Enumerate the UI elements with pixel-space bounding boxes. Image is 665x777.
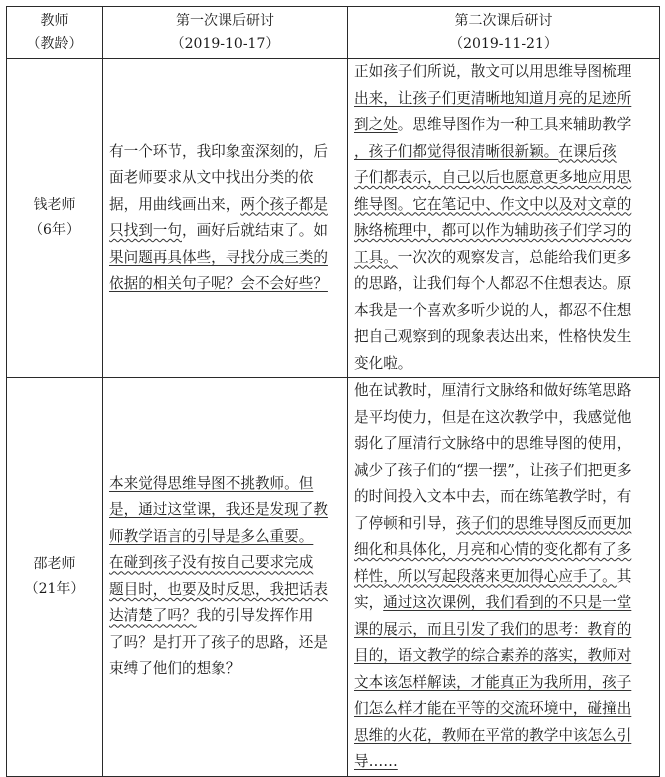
text-line [109, 245, 343, 272]
text-line [109, 218, 343, 245]
wavy-underlined-text: 孩子们的思维导图反而更加 [456, 514, 632, 532]
plain-text: 弱化了厘清行文脉络中的思维导图的使用， [354, 435, 632, 452]
text-line [354, 86, 655, 113]
wavy-underlined-text: 细化和具体化，月亮和心情的变化都有了多 [354, 541, 632, 558]
plain-text: 其 [616, 567, 632, 585]
underlined-text: 课的展示，而且引发了我们的思考：教育的 [354, 620, 632, 638]
text-line [354, 511, 655, 538]
wavy-underlined-text: 脉络梳理中，都可以作为辅助孩子们学习的 [354, 222, 632, 239]
text-line [354, 245, 655, 272]
table-header-row [7, 7, 660, 59]
text-line [109, 497, 343, 524]
plain-text: 。思维导图作为一种工具来辅助教学 [397, 116, 632, 133]
text-line [354, 643, 655, 670]
header-first-cell [103, 7, 348, 59]
second-discussion-cell [348, 378, 660, 777]
header-first-title: 第一次课后研讨 [176, 12, 274, 29]
text-line [354, 378, 655, 405]
first-discussion-text [109, 471, 343, 683]
plain-text: 正如孩子们所说，散文可以用思维导图梳理 [354, 63, 632, 80]
table-row [7, 378, 660, 777]
plain-text: 一次次的观察发言，总能给我们更多 [397, 248, 632, 266]
table-row [7, 59, 660, 378]
wavy-underlined-text: 样性，所以写起段落来更加得心应手了。 [354, 567, 617, 585]
underlined-text: 们怎么样才能在平等的交流环境中，碰撞出 [354, 700, 632, 717]
header-first-date: （2019-10-17） [170, 35, 280, 52]
header-teacher-label: 教师 [40, 12, 69, 29]
plain-text: 据，用曲线画出来， [109, 195, 241, 213]
first-discussion-text [109, 139, 343, 298]
underlined-text: 果问题再具体些，寻找分成三类的 [109, 248, 328, 266]
text-line [354, 298, 655, 325]
text-line [109, 577, 343, 604]
text-line [354, 749, 655, 776]
text-line [354, 218, 655, 245]
text-line [109, 524, 343, 551]
text-line [354, 139, 655, 166]
plain-text: 的时间投入文本中去，而在练笔教学时，有 [354, 488, 632, 505]
teacher-years: （6年） [29, 222, 80, 238]
underlined-text: 师教学语言的引导是多么重要。 [109, 527, 314, 545]
text-line [354, 271, 655, 298]
underlined-text: 是，通过这堂课，我还是发现了教 [109, 501, 328, 519]
wavy-underlined-text: 子们都表示，自己以后也愿意更多地应用思 [354, 169, 632, 186]
plain-text: 变化啦。 [354, 354, 413, 372]
wavy-underlined-text: 题目时，也要及时反思，我把话表 [109, 580, 328, 598]
text-line [354, 617, 655, 644]
research-table [6, 6, 660, 777]
underlined-text: ，孩子们都觉得很清晰很新颖。 [354, 142, 559, 160]
teacher-name: 钱老师 [33, 197, 76, 213]
plain-text: 的思路，让我们每个人都忍不住想表达。原 [354, 275, 632, 292]
header-teacher-sub: （教龄） [26, 35, 83, 52]
text-line [354, 112, 655, 139]
header-teacher-cell [7, 7, 103, 59]
text-line [354, 165, 655, 192]
header-second-cell [348, 7, 660, 59]
teacher-name: 邵老师 [33, 555, 76, 572]
underlined-text: 出来，让孩子们更清晰地知道月亮的足迹所 [354, 89, 632, 107]
text-line [109, 603, 343, 630]
underlined-text: 导…… [354, 753, 398, 770]
plain-text: 面老师要求从文中找出分类的依 [109, 169, 314, 186]
wavy-underlined-text: 在碰到孩子没有按自己要求完成 [109, 554, 314, 572]
plain-text: 有一个环节，我印象蛮深刻的，后 [109, 142, 328, 160]
wavy-underlined-text: 在课后孩 [558, 142, 617, 160]
text-line [109, 656, 343, 683]
wavy-underlined-text: 工具。 [354, 248, 398, 266]
plain-text: 是平均使力，但是在这次教学中，我感觉他 [354, 408, 632, 426]
text-line [354, 351, 655, 378]
text-line [354, 192, 655, 219]
text-line [354, 405, 655, 432]
plain-text: 了吗？是打开了孩子的思路，还是 [109, 633, 328, 651]
text-line [109, 630, 343, 657]
wavy-underlined-text: 达清楚了吗？ [109, 607, 197, 625]
underlined-text: 通过这次课例，我们看到的不只是一堂 [383, 594, 632, 611]
underlined-text: 依据的相关句子呢？会不会好些？ [109, 275, 328, 292]
text-line [354, 431, 655, 458]
plain-text: 实， [354, 594, 384, 611]
plain-text: 了停顿和引导， [354, 514, 457, 532]
first-discussion-cell [103, 378, 348, 777]
text-line [109, 550, 343, 577]
text-line [354, 590, 655, 617]
text-line [354, 59, 655, 86]
text-line [354, 458, 655, 485]
text-line [109, 192, 343, 219]
first-discussion-cell [103, 59, 348, 378]
underlined-text: 文本该怎样解读，才能真正为我所用，孩子 [354, 673, 632, 691]
text-line [354, 324, 655, 351]
second-discussion-text [354, 378, 655, 776]
underlined-text: 到之处 [354, 116, 398, 133]
text-line [354, 484, 655, 511]
plain-text: 他在试教时，厘清行文脉络和做好练笔思路 [354, 382, 632, 399]
teacher-cell [7, 378, 103, 777]
text-line [354, 723, 655, 750]
underlined-text: 目的，语文教学的综合素养的落实，教师对 [354, 647, 632, 664]
plain-text: ，画好后就结束了。如 [181, 222, 328, 239]
header-second-title: 第二次课后研讨 [454, 12, 553, 29]
wavy-underlined-text: 两个孩子都是 [240, 195, 328, 213]
text-line [354, 696, 655, 723]
plain-text: 把自己观察到的现象表达出来，性格快发生 [354, 328, 632, 345]
text-line [354, 670, 655, 697]
underlined-text: 本来觉得思维导图不挑教师。但 [109, 474, 314, 492]
teacher-years: （21年） [24, 580, 85, 597]
second-discussion-text [354, 59, 655, 377]
second-discussion-cell [348, 59, 660, 378]
wavy-underlined-text: 只找到一句 [109, 222, 182, 239]
plain-text: 束缚了他们的想象？ [109, 660, 241, 678]
text-line [354, 537, 655, 564]
text-line [109, 471, 343, 498]
text-line [109, 271, 343, 298]
teacher-cell [7, 59, 103, 378]
plain-text: 减少了孩子们的“摆一摆”，让孩子们把更多 [354, 461, 632, 479]
text-line [109, 165, 343, 192]
plain-text: 我的引导发挥作用 [196, 607, 314, 625]
text-line [354, 564, 655, 591]
text-line [109, 139, 343, 166]
header-second-date: （2019-11-21） [449, 35, 558, 52]
underlined-text: 思维的火花，教师在平常的教学中该怎么引 [354, 726, 632, 744]
plain-text: 本我是一个喜欢多听少说的人，都忍不住想 [354, 301, 632, 319]
wavy-underlined-text: 维导图。它在笔记中、作文中以及对文章的 [354, 195, 632, 213]
